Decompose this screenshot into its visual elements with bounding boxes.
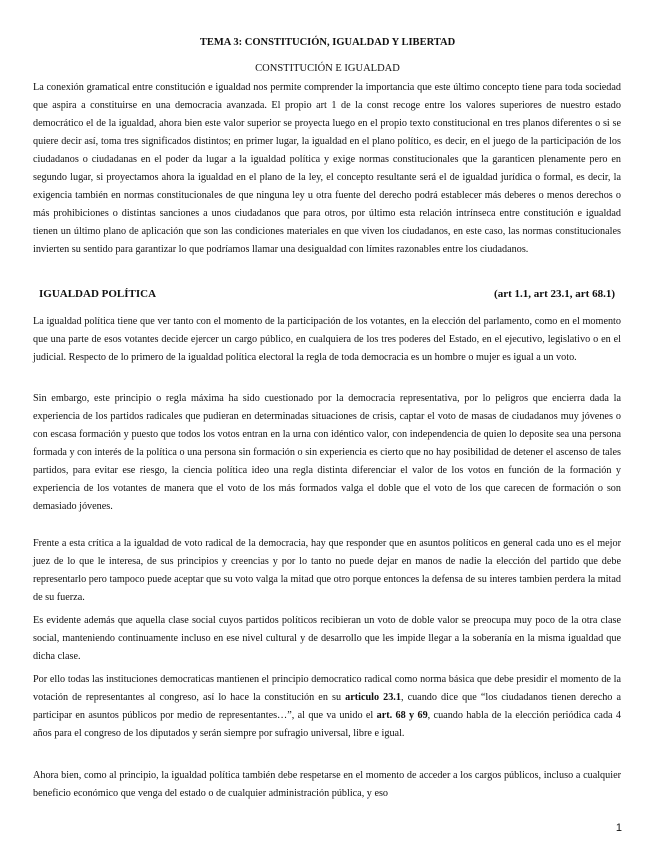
paragraph-text: , cuando dice que “los ciudadanos tienen derecho a participar en asuntos públicos por medio de representantes…”, al que va unido el [33, 692, 621, 721]
paragraph-articles [33, 671, 621, 743]
document-title: TEMA 3: CONSTITUCIÓN, IGUALDAD Y LIBERTAD [199, 37, 456, 48]
section-heading-title: IGUALDAD POLÍTICA [39, 288, 157, 300]
section-heading-articles: (art 1.1, art 23.1, art 68.1) [494, 288, 615, 300]
intro-paragraph: La conexión gramatical entre constitución e igualdad nos permite comprender la importancia que este último concepto tiene para toda sociedad que aspira a constituirse en una democracia avanzada. El propio art 1 de la const recoge entre los valores superiores de nuestro estado democrático el de la igualdad, ahora bien este valor superior se proyecta luego en el propio texto constitucional en tres planos diferentes o si se quiere decir así, toma tres significados distintos; en primer lugar, la igualdad en el plano político, es decir, en el juego de la participación de los ciudadanos o ciudadanas en el poder da lugar a la igualdad política y exige normas constitucionales que la garanticen plenamente pero en segundo lugar, si proyectamos ahora la igualdad en el plano de la ley, el concepto resultante será el de igualdad jurídica o formal, es decir, la exigencia también en normas constitucionales de que ninguna ley u otra fuente del derecho podrá establecer más deberes o menos derechos o más prohibiciones o distintas sanciones a unos ciudadanos que para otros, por último esta relación intrínseca entre constitución e igualdad tienen un último plano de aplicación que son las condiciones materiales en que viven los ciudadanos, en este caso, las normas constitucionales invierten su sentido para garantizar lo que podríamos llamar una desigualdad con límites razonables entre los ciudadanos. [33, 82, 621, 255]
paragraph-text: Por ello todas las instituciones democraticas mantienen el principio democratico radical como norma básica que debe presidir el momento de la votación de representantes al congreso, así lo hace la constitución en su [33, 674, 621, 703]
page-number: 1 [615, 822, 622, 834]
article-23-reference: articulo 23.1 [345, 692, 401, 703]
paragraph: La igualdad política tiene que ver tanto con el momento de la participación de los votantes, en la elección del parlamento, como en el momento que una parte de esos votantes decide ejercer un cargo público, en cualquiera de los tres poderes del Estado, en el ejecutivo, legislativo o en el judicial. Respecto de lo primero de la igualdad política electoral la regla de toda democracia es un hombre o mujer es igual a un voto. [33, 316, 621, 363]
paragraph: Es evidente además que aquella clase social cuyos partidos políticos recibieran un voto de doble valor se preocupa muy poco de la otra clase social, manteniendo continuamente incluso en ese nivel cultural y de desarrollo que les impide llegar a la soberanía en la misma igualdad que dicha clase. [33, 615, 621, 662]
article-68-reference: art. 68 y 69 [376, 710, 428, 721]
section-subtitle: CONSTITUCIÓN E IGUALDAD [255, 63, 400, 74]
paragraph: Frente a esta crítica a la igualdad de voto radical de la democracia, hay que responder que en asuntos políticos en general cada uno es el mejor juez de lo que le interesa, de sus principios y creencias y por lo tanto no puede dejar en manos de nadie la elección del partido que debe representarlo pero tampoco puede aceptar que su voto valga la mitad que otro porque entonces la defensa de su interes tambien perdera la mitad de su fuerza. [33, 538, 621, 603]
paragraph: Ahora bien, como al principio, la igualdad política también debe respetarse en el momento de acceder a los cargos públicos, incluso a cualquier beneficio económico que venga del estado o de cualquier administración pública, y eso [33, 770, 621, 799]
paragraph: Sin embargo, este principio o regla máxima ha sido cuestionado por la democracia representativa, por lo peligros que encierra dada la experiencia de los partidos radicales que pudieran en determinadas situaciones de crisis, captar el voto de masas de ciudadanos muy jóvenes o con escasa formación y puesto que todos los votos entran en la urna con idéntico valor, con independencia de quien lo deposite sea una persona formada y con interés de la política o una persona sin formación o sin experiencia es cierto que no hay posibilidad de detener el ascenso de tales partidos, para evitar ese riesgo, la ciencia política ideo una regla distinta diferenciar el valor de los votos en función de la formación y experiencia de los votantes de manera que el voto de los más formados valga el doble que el voto de los que carecen de formación o son demasiado jóvenes. [33, 393, 621, 512]
section-heading [39, 288, 615, 300]
paragraph-text: , cuando habla de la elección periódica cada 4 años para el congreso de los diputados y serán siempre por sufragio universal, libre e igual. [33, 710, 621, 739]
